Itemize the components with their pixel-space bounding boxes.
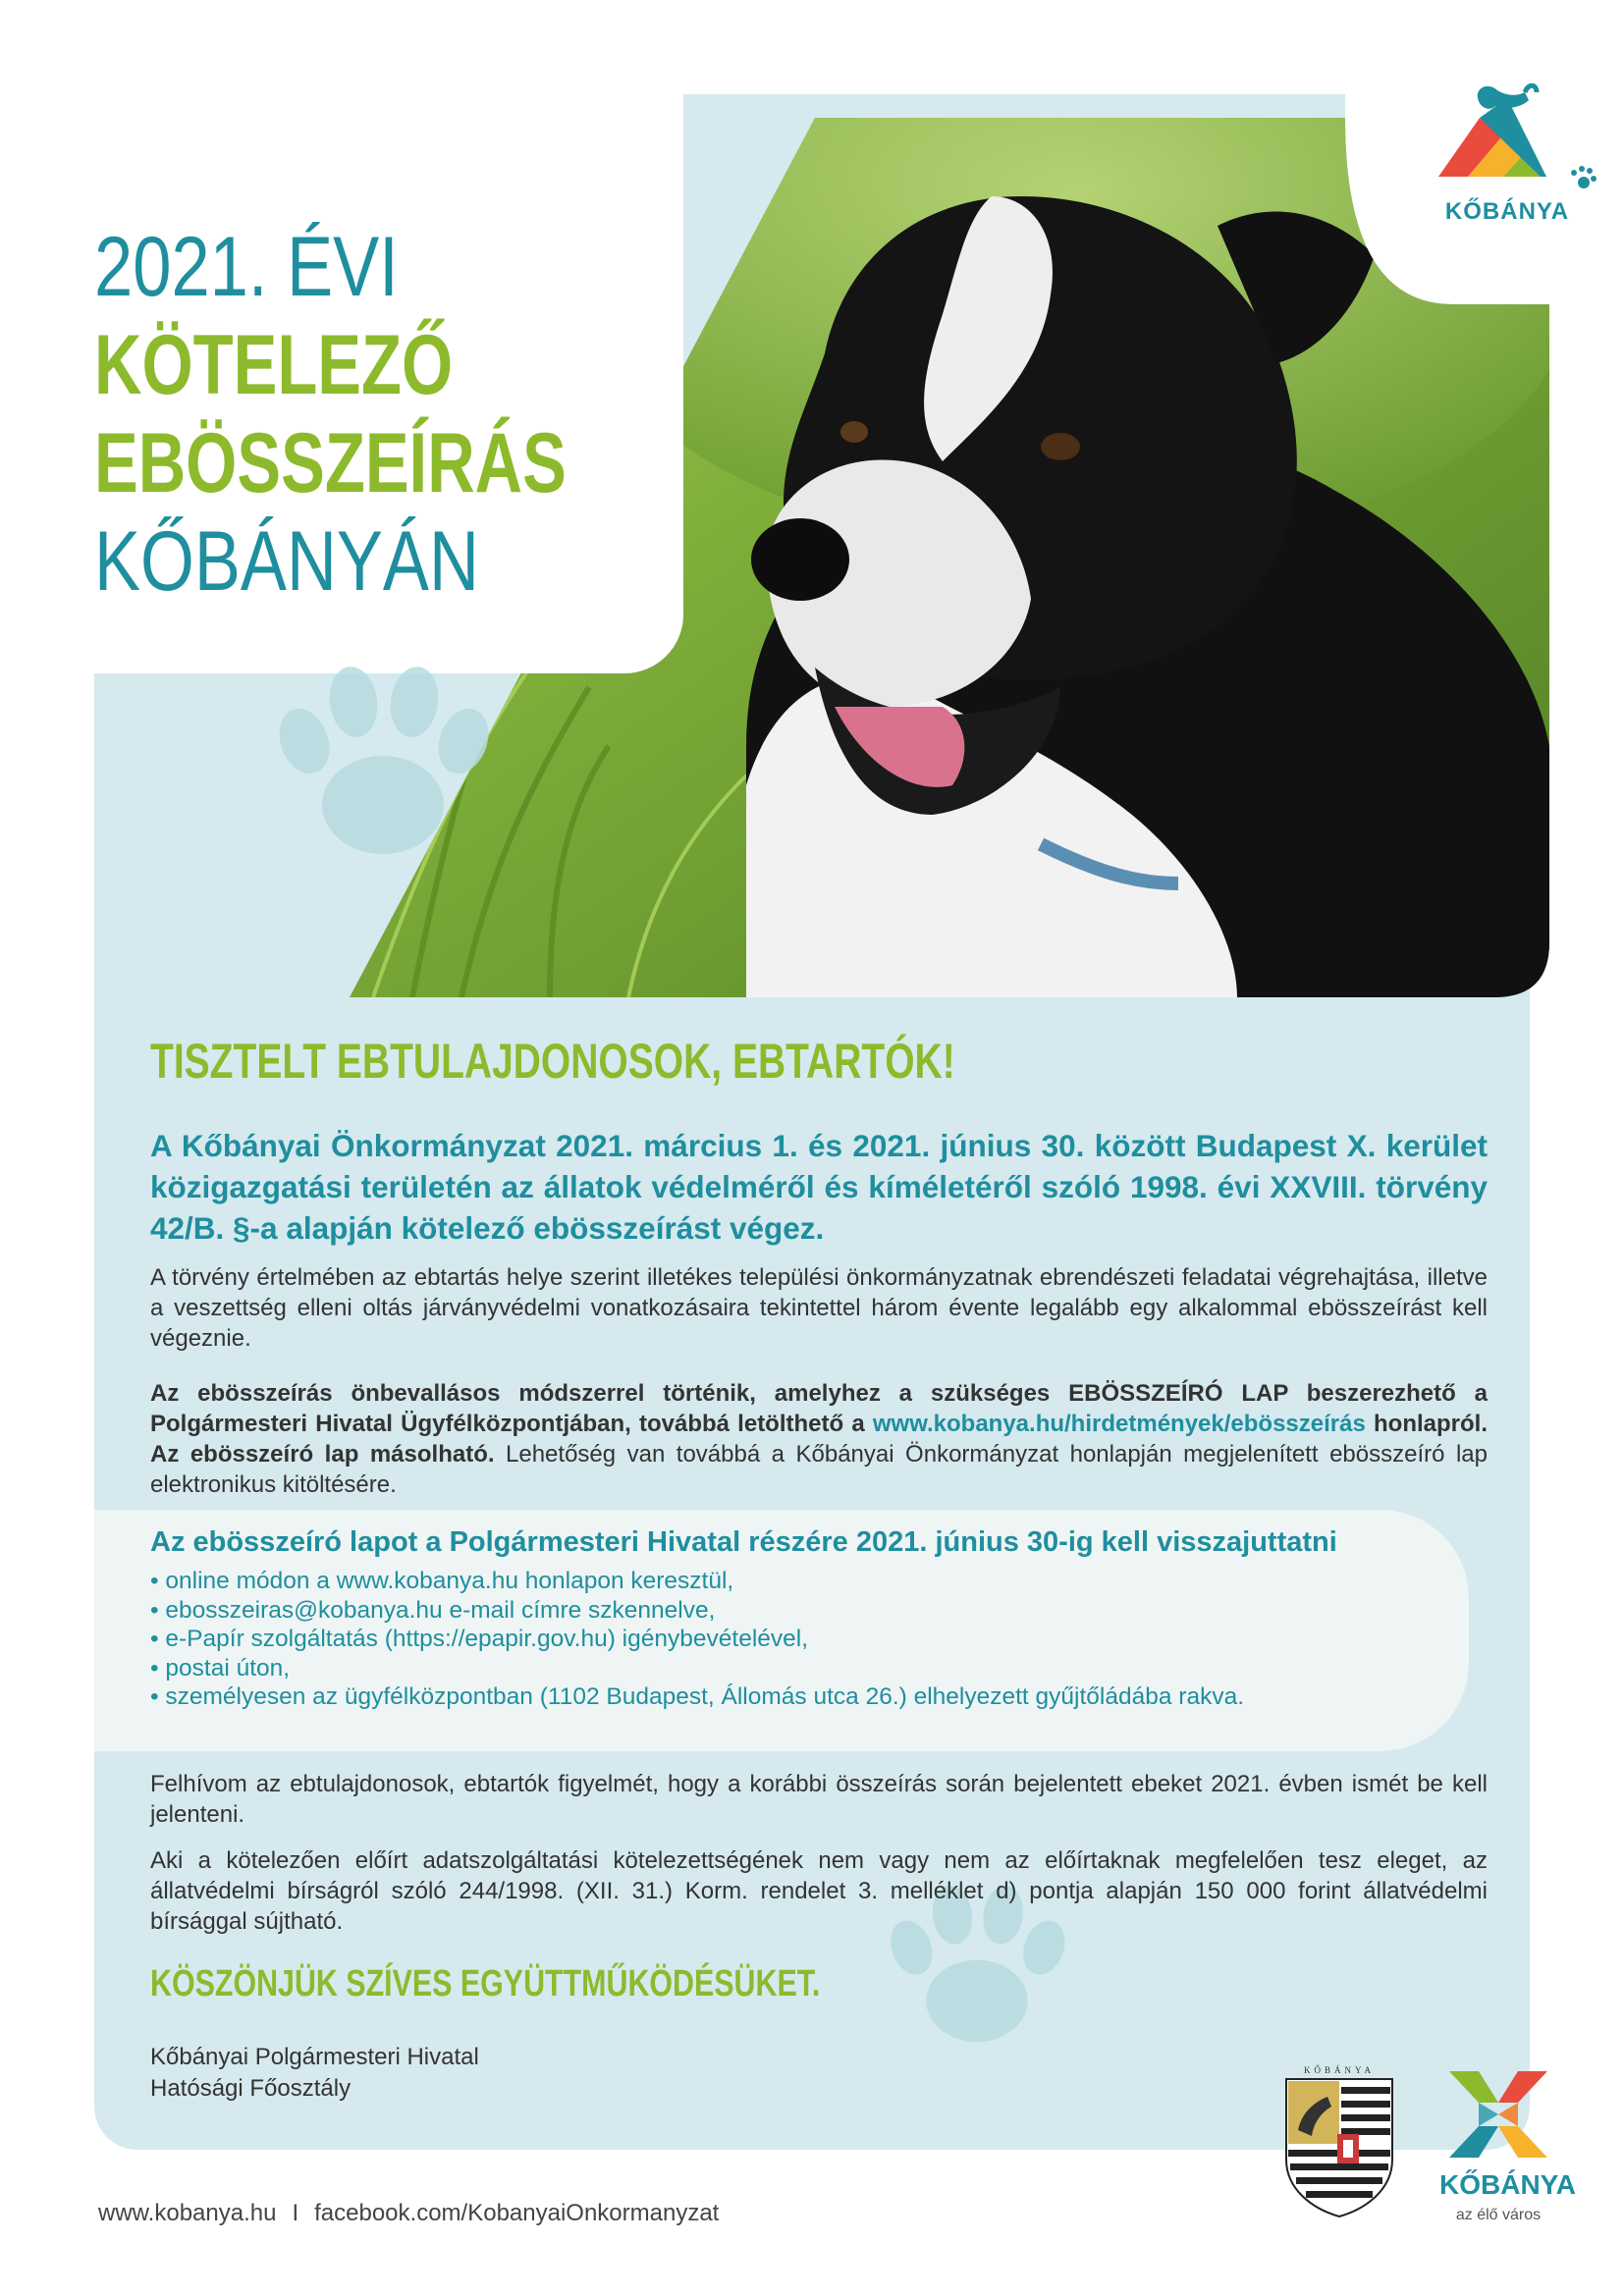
paw-print-icon	[265, 648, 501, 883]
list-item: • postai úton,	[150, 1654, 1244, 1683]
list-item: • e-Papír szolgáltatás (https://epapir.gov.hu) igénybevételével,	[150, 1625, 1244, 1654]
reminder-paragraph: Felhívom az ebtulajdonosok, ebtartók figyelmét, hogy a korábbi összeírás során bejelentett ebeket 2021. évben ismét be kell jelenteni.	[150, 1771, 1488, 1828]
kobanya-x-logo-icon	[1439, 2063, 1557, 2165]
coat-of-arms-text: KŐBÁNYA	[1303, 2065, 1376, 2075]
footer-separator: I	[292, 2200, 299, 2226]
signature	[150, 2042, 479, 2105]
lead-paragraph: A Kőbányai Önkormányzat 2021. március 1. és 2021. június 30. között Budapest X. kerület közigazgatási területén az állatok védelméről és kíméletéről szóló 1998. évi XXVIII. törvény 42/B. §-a alapján kötelező ebösszeírást végez.	[150, 1128, 1488, 1246]
title-line-dog-census: EBÖSSZEÍRÁS	[94, 416, 567, 510]
return-methods-list	[150, 1567, 1244, 1712]
list-item: • online módon a www.kobanya.hu honlapon keresztül,	[150, 1567, 1244, 1596]
salutation-heading: TISZTELT EBTULAJDONOSOK, EBTARTÓK!	[150, 1034, 955, 1089]
penalty-paragraph: Aki a kötelezően előírt adatszolgáltatási kötelezettségének nem vagy nem az előírtaknak megfelelően tesz eleget, az állatvédelmi bírságról szóló 244/1998. (XII. 31.) Korm. rendelet 3. melléklet d) pontja alapján 150 000 forint állatvédelmi bírsággal sújtható.	[150, 1847, 1488, 1935]
list-item: • ebosszeiras@kobanya.hu e-mail címre szkennelve,	[150, 1596, 1244, 1626]
list-item: • személyesen az ügyfélközpontban (1102 Budapest, Állomás utca 26.) elhelyezett gyűjtőládába rakva.	[150, 1682, 1244, 1712]
thanks-heading: KÖSZÖNJÜK SZÍVES EGYÜTTMŰKÖDÉSÜKET.	[150, 1963, 821, 2004]
footer-website-link[interactable]: www.kobanya.hu	[98, 2200, 277, 2226]
method-bold-text-2: honlapról. Az ebösszeíró lap másolható.	[150, 1411, 1488, 1468]
page-title	[94, 218, 699, 611]
footer	[98, 2200, 719, 2227]
coat-of-arms-icon	[1278, 2061, 1400, 2218]
signature-office: Kőbányai Polgármesteri Hivatal	[150, 2044, 479, 2070]
bottom-logo-name: KŐBÁNYA	[1439, 2169, 1576, 2200]
download-link[interactable]: www.kobanya.hu/hirdetmények/ebösszeírás	[872, 1411, 1366, 1437]
law-paragraph: A törvény értelmében az ebtartás helye szerint illetékes települési önkormányzatnak ebrendészeti feladatai végrehajtása, illetve a veszettség elleni oltás járványvédelmi vonatkozásaira tekintettel három évente legalább egy alkalommal ebösszeírást kell végeznie.	[150, 1264, 1488, 1352]
title-line-year: 2021. ÉVI	[94, 220, 399, 314]
top-logo-text: KŐBÁNYA	[1444, 198, 1570, 225]
kobanya-city-logo	[1439, 2063, 1576, 2250]
signature-department: Hatósági Főosztály	[150, 2075, 352, 2102]
method-bold-text: Az ebösszeírás önbevallásos módszerrel történik, amelyhez a szükséges EBÖSSZEÍRÓ LAP beszerezhető a Polgármesteri Hivatal Ügyfélközpontjában, továbbá letölthető a	[150, 1380, 1488, 1437]
method-paragraph	[150, 1378, 1488, 1500]
bottom-logo-tagline: az élő város	[1455, 2207, 1542, 2223]
dog-house-logo-icon	[1419, 79, 1605, 196]
method-normal-text: Lehetőség van továbbá a Kőbányai Önkormányzat honlapján megjelenített ebösszeíró lap elektronikus kitöltésére.	[150, 1441, 1488, 1498]
kobanya-dog-logo	[1419, 79, 1605, 225]
title-line-mandatory: KÖTELEZŐ	[94, 318, 454, 412]
title-line-location: KŐBÁNYÁN	[94, 514, 479, 609]
footer-facebook-link[interactable]: facebook.com/KobanyaiOnkormanyzat	[314, 2200, 720, 2226]
return-heading: Az ebösszeíró lapot a Polgármesteri Hivatal részére 2021. június 30-ig kell visszajuttatni	[150, 1526, 1337, 1558]
